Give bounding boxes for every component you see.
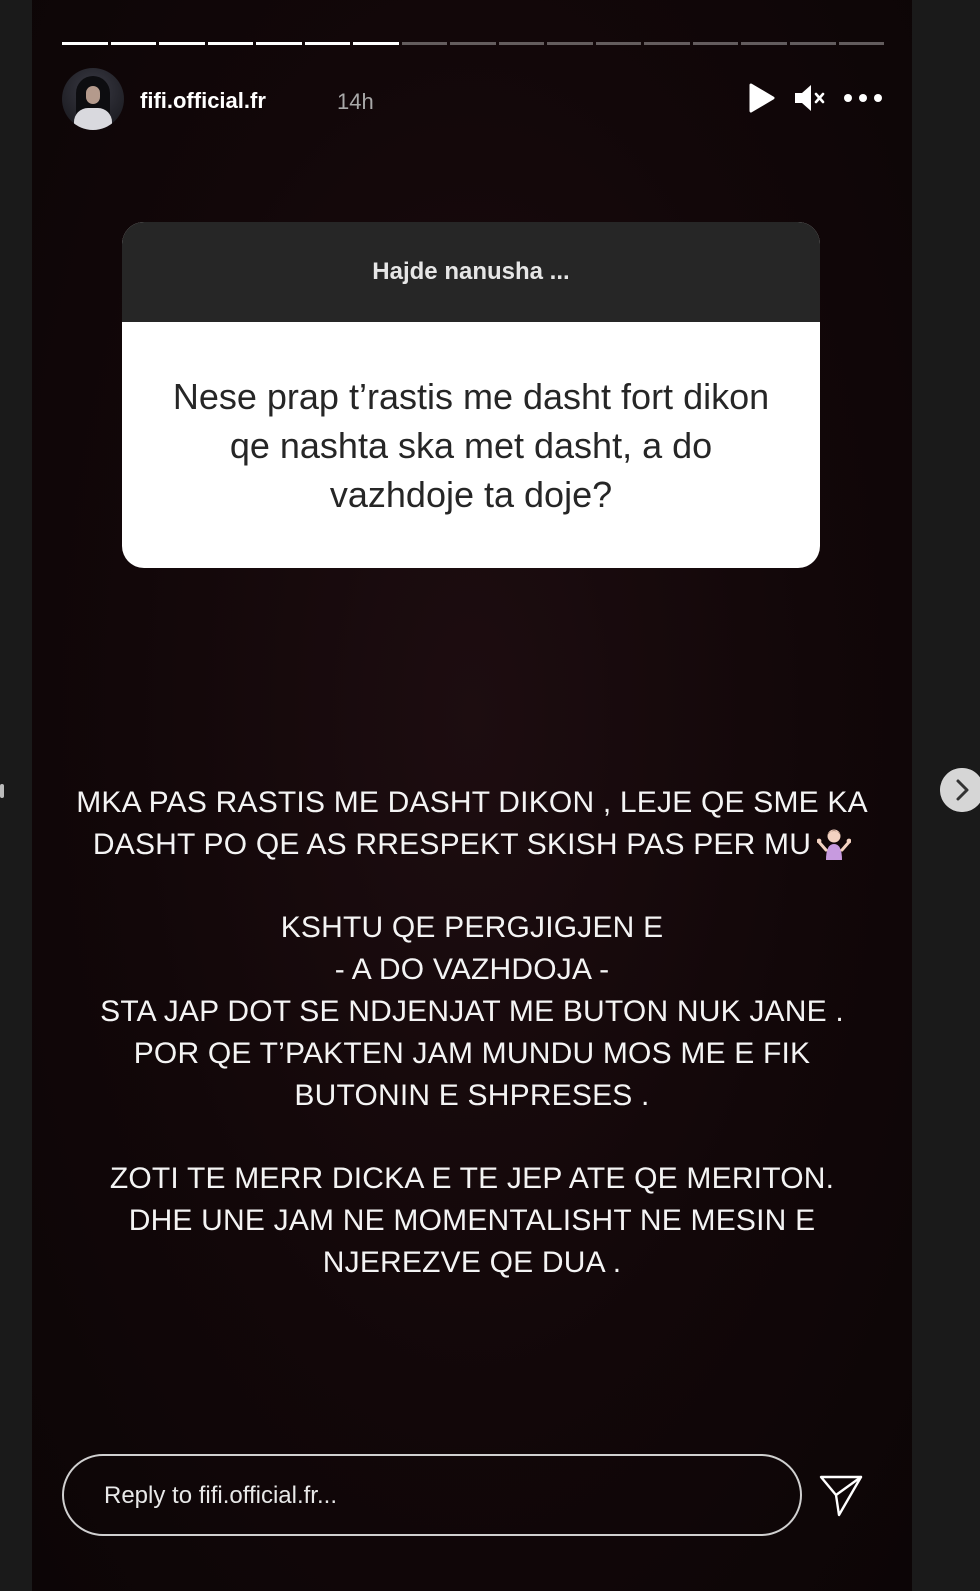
- progress-segment: [111, 42, 157, 45]
- answer-line: - A DO VAZHDOJA -: [334, 953, 610, 986]
- next-story-button[interactable]: [940, 768, 980, 812]
- answer-line: STA JAP DOT SE NDJENJAT ME BUTON NUK JANE .: [100, 995, 844, 1028]
- person-shrugging-emoji: [817, 826, 851, 860]
- progress-segment: [547, 42, 593, 45]
- answer-line: KSHTU QE PERGJIGJEN E: [280, 911, 664, 944]
- answer-line: NJEREZVE QE DUA .: [322, 1246, 622, 1279]
- play-icon[interactable]: [746, 82, 776, 114]
- progress-segment: [693, 42, 739, 45]
- answer-line: POR QE T’PAKTEN JAM MUNDU MOS ME E FIK: [133, 1037, 811, 1070]
- story-viewer: [32, 0, 912, 1591]
- progress-segment: [159, 42, 205, 45]
- question-sticker-text: Nese prap t’rastis me dasht fort dikon qe nashta ska met dasht, a do vazhdoje ta doje?: [172, 375, 770, 515]
- avatar[interactable]: [62, 68, 124, 130]
- progress-segment: [741, 42, 787, 45]
- more-options-icon[interactable]: [842, 92, 884, 104]
- progress-segment: [353, 42, 399, 45]
- progress-segment: [402, 42, 448, 45]
- answer-line: DASHT PO QE AS RRESPEKT SKISH PAS PER MU: [32, 824, 912, 866]
- progress-segment: [256, 42, 302, 45]
- send-paper-plane-icon[interactable]: [818, 1472, 864, 1518]
- time-ago: 14h: [337, 89, 374, 114]
- answer-line: ZOTI TE MERR DICKA E TE JEP ATE QE MERITON.: [109, 1162, 835, 1195]
- username[interactable]: fifi.official.fr: [140, 88, 266, 113]
- progress-segment: [839, 42, 885, 45]
- answer-line: BUTONIN E SHPRESES .: [294, 1079, 650, 1112]
- progress-segment: [499, 42, 545, 45]
- reply-input[interactable]: [102, 1456, 766, 1536]
- muted-speaker-icon[interactable]: [792, 82, 826, 114]
- progress-segment: [450, 42, 496, 45]
- progress-segment: [305, 42, 351, 45]
- story-progress-bar: [62, 42, 884, 45]
- answer-line: MKA PAS RASTIS ME DASHT DIKON , LEJE QE SME KA: [76, 786, 868, 819]
- previous-story-edge[interactable]: [0, 784, 4, 798]
- answer-line: DHE UNE JAM NE MOMENTALISHT NE MESIN E: [128, 1204, 816, 1237]
- answer-text: [32, 782, 912, 1284]
- progress-segment: [790, 42, 836, 45]
- progress-segment: [644, 42, 690, 45]
- question-sticker-header: Hajde nanusha ...: [122, 222, 820, 322]
- progress-segment: [208, 42, 254, 45]
- reply-box[interactable]: [62, 1454, 802, 1536]
- story-controls: [746, 82, 884, 114]
- question-sticker: [122, 222, 820, 568]
- progress-segment: [596, 42, 642, 45]
- progress-segment: [62, 42, 108, 45]
- story-header: [62, 68, 884, 132]
